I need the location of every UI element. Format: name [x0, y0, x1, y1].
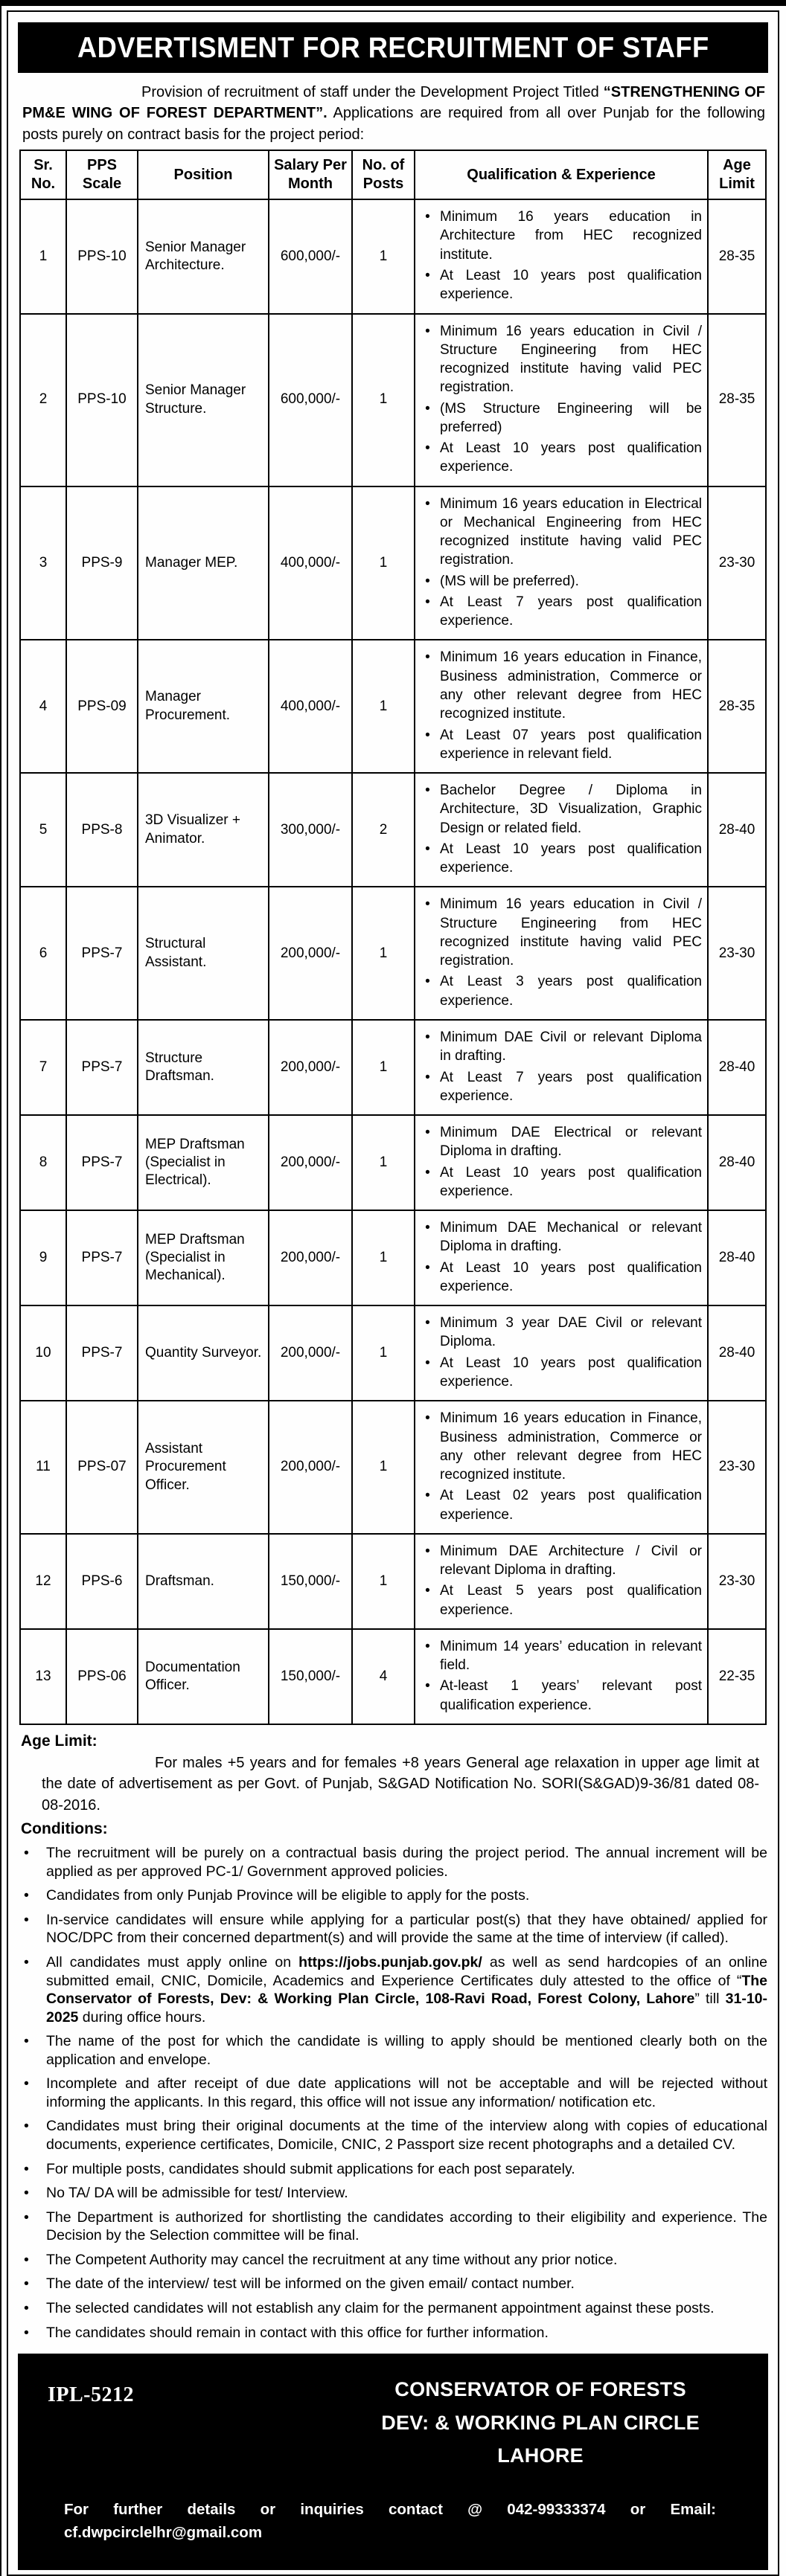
org-line-1: CONSERVATOR OF FORESTS [394, 2378, 686, 2401]
qualification-item [423, 972, 702, 1010]
condition-text: The name of the post for which the candidate is willing to apply should be mentioned clearly both on the application and envelope. [46, 2033, 767, 2068]
table-row [20, 314, 766, 486]
cell-pps-scale: PPS-07 [66, 1401, 138, 1534]
cell-salary: 200,000/- [269, 1401, 352, 1534]
cell-position: MEP Draftsman (Specialist in Mechanical). [138, 1210, 269, 1305]
qualification-text: At Least 10 years post qualification experience. [440, 1164, 702, 1199]
cell-age-limit: 28-40 [708, 1020, 766, 1115]
cell-no-of-posts: 1 [352, 1305, 415, 1401]
cell-pps-scale: PPS-7 [66, 887, 138, 1020]
qualification-text: Minimum 14 years’ education in relevant field. [440, 1638, 702, 1674]
condition-text: The candidates should remain in contact with this office for further information. [46, 2324, 549, 2341]
bullet-marker: • [24, 2033, 29, 2050]
cell-salary: 300,000/- [269, 773, 352, 887]
table-row [20, 486, 766, 640]
cell-sr-no: 3 [20, 486, 66, 640]
condition-item [24, 2324, 767, 2342]
cell-sr-no: 10 [20, 1305, 66, 1401]
bullet-marker: • [425, 1315, 430, 1332]
bullet-marker: • [425, 1220, 430, 1236]
bullet-marker: • [24, 2075, 29, 2092]
qualification-text: Minimum 16 years education in Architecture from HEC recognized institute. [440, 209, 702, 263]
qualification-item [423, 1581, 702, 1619]
cell-age-limit: 28-40 [708, 1210, 766, 1305]
col-header-pps-scale: PPS Scale [66, 150, 138, 199]
bullet-marker: • [425, 1543, 430, 1559]
col-header-qualification: Qualification & Experience [415, 150, 708, 199]
organization-block [381, 2373, 700, 2473]
contact-line [64, 2498, 716, 2546]
qualification-item [423, 895, 702, 970]
bullet-marker: • [24, 2185, 29, 2202]
bullet-marker: • [24, 2118, 29, 2135]
cell-sr-no: 2 [20, 314, 66, 486]
qualification-item [423, 648, 702, 723]
condition-item [24, 2184, 767, 2203]
cell-sr-no: 6 [20, 887, 66, 1020]
page-title: ADVERTISMENT FOR RECRUITMENT OF STAFF [77, 32, 709, 64]
table-row [20, 1020, 766, 1115]
bullet-marker: • [24, 2251, 29, 2268]
cell-pps-scale: PPS-9 [66, 486, 138, 640]
col-header-age-limit: Age Limit [708, 150, 766, 199]
bullet-marker: • [425, 841, 430, 857]
cell-sr-no: 11 [20, 1401, 66, 1534]
cell-position: Quantity Surveyor. [138, 1305, 269, 1401]
cell-qualification [415, 1534, 708, 1629]
qualification-text: Minimum 16 years education in Civil / Structure Engineering from HEC recognized institute having valid PEC registration. [440, 323, 702, 396]
qualification-text: At Least 3 years post qualification experience. [440, 974, 702, 1009]
qualification-text: Bachelor Degree / Diploma in Architecture, 3D Visualization, Graphic Design or related field. [440, 783, 702, 836]
cell-qualification [415, 486, 708, 640]
bullet-marker: • [425, 495, 430, 512]
qualification-item [423, 1486, 702, 1524]
condition-item [24, 1953, 767, 2026]
cell-no-of-posts: 1 [352, 1401, 415, 1534]
bullet-marker: • [425, 974, 430, 990]
qualification-text: At Least 5 years post qualification experience. [440, 1583, 702, 1618]
cell-sr-no: 5 [20, 773, 66, 887]
bullet-marker: • [425, 783, 430, 799]
conditions-list [16, 1844, 770, 2342]
qualification-item [423, 208, 702, 264]
table-row [20, 1115, 766, 1210]
cell-salary: 200,000/- [269, 887, 352, 1020]
cell-position: Documentation Officer. [138, 1629, 269, 1724]
conditions-heading: Conditions: [21, 1820, 108, 1838]
cell-sr-no: 12 [20, 1534, 66, 1629]
qualification-item [423, 322, 702, 397]
qualification-item [423, 1677, 702, 1715]
cell-age-limit: 28-35 [708, 640, 766, 773]
bullet-marker: • [24, 1845, 29, 1862]
qualification-text: At Least 10 years post qualification experience. [440, 1355, 702, 1390]
cell-salary: 400,000/- [269, 486, 352, 640]
cell-pps-scale: PPS-7 [66, 1210, 138, 1305]
condition-item [24, 1844, 767, 1880]
condition-item [24, 2032, 767, 2069]
bullet-marker: • [425, 1410, 430, 1427]
bullet-marker: • [425, 1259, 430, 1276]
cell-no-of-posts: 1 [352, 486, 415, 640]
qualification-item [423, 1259, 702, 1297]
cell-no-of-posts: 1 [352, 1210, 415, 1305]
col-header-position: Position [138, 150, 269, 199]
bullet-marker: • [425, 573, 430, 589]
bullet-marker: • [425, 1583, 430, 1599]
qualification-text: At Least 10 years post qualification experience. [440, 841, 702, 876]
cell-position: Manager MEP. [138, 486, 269, 640]
condition-text: For multiple posts, candidates should submit applications for each post separately. [46, 2160, 575, 2177]
cell-no-of-posts: 2 [352, 773, 415, 887]
cell-sr-no: 4 [20, 640, 66, 773]
table-row [20, 1534, 766, 1629]
condition-item [24, 2275, 767, 2293]
cell-sr-no: 7 [20, 1020, 66, 1115]
qualification-text: At-least 1 years’ relevant post qualification experience. [440, 1678, 702, 1713]
table-body [20, 199, 766, 1724]
cell-salary: 200,000/- [269, 1305, 352, 1401]
qualification-text: At Least 7 years post qualification experience. [440, 1069, 702, 1104]
qualification-item [423, 1637, 702, 1675]
cell-age-limit: 28-40 [708, 1115, 766, 1210]
bullet-marker: • [425, 440, 430, 457]
cell-pps-scale: PPS-7 [66, 1115, 138, 1210]
qualification-text: Minimum DAE Mechanical or relevant Diploma in drafting. [440, 1220, 702, 1255]
bullet-marker: • [425, 1125, 430, 1141]
positions-table [19, 150, 767, 1725]
page-frame [7, 10, 779, 2576]
condition-text: The Competent Authority may cancel the recruitment at any time without any prior notice. [46, 2251, 618, 2268]
cell-pps-scale: PPS-7 [66, 1305, 138, 1401]
condition-item [24, 1911, 767, 1947]
condition-text: The recruitment will be purely on a contractual basis during the project period. The annual increment will be applied as per approved PC-1/ Government approved policies. [46, 1845, 767, 1880]
cell-qualification [415, 887, 708, 1020]
cell-age-limit: 28-35 [708, 199, 766, 313]
qualification-item [423, 840, 702, 878]
bullet-marker: • [425, 727, 430, 743]
bullet-marker: • [24, 2209, 29, 2226]
cell-age-limit: 22-35 [708, 1629, 766, 1724]
title-bar [18, 22, 768, 73]
table-row [20, 1210, 766, 1305]
cell-age-limit: 28-35 [708, 314, 766, 486]
table-header [20, 150, 766, 199]
condition-item [24, 2117, 767, 2153]
qualification-item [423, 1218, 702, 1256]
cell-position: Draftsman. [138, 1534, 269, 1629]
table-row [20, 887, 766, 1020]
bullet-marker: • [425, 896, 430, 913]
cell-qualification [415, 1210, 708, 1305]
cell-age-limit: 23-30 [708, 1401, 766, 1534]
cell-qualification [415, 1115, 708, 1210]
col-header-no-of-posts: No. of Posts [352, 150, 415, 199]
condition-text: In-service candidates will ensure while applying for a particular post(s) that they have obtained/ applied for NOC/DPC from their concerned department(s) and will provide the same at the time of interview (if called). [46, 1911, 767, 1947]
cell-pps-scale: PPS-8 [66, 773, 138, 887]
bullet-marker: • [425, 267, 430, 283]
bullet-marker: • [425, 1488, 430, 1504]
qualification-text: At Least 02 years post qualification experience. [440, 1488, 702, 1523]
qualification-text: At Least 10 years post qualification experience. [440, 440, 702, 475]
ipl-number: IPL-5212 [48, 2383, 134, 2407]
cell-qualification [415, 640, 708, 773]
intro-paragraph: Provision of recruitment of staff under the Development Project Titled “STRENGTHENING OF PM&E WING OF FOREST DEPARTMENT”. Applications are required from all over Punjab for the following posts purely on contract basis for the project period: [22, 84, 766, 143]
org-line-2: DEV: & WORKING PLAN CIRCLE [381, 2411, 700, 2434]
cell-qualification [415, 1020, 708, 1115]
qualification-item [423, 1028, 702, 1066]
cell-sr-no: 8 [20, 1115, 66, 1210]
cell-pps-scale: PPS-6 [66, 1534, 138, 1629]
cell-no-of-posts: 1 [352, 1020, 415, 1115]
condition-item [24, 2075, 767, 2111]
cell-position: Structure Draftsman. [138, 1020, 269, 1115]
qualification-text: (MS will be preferred). [440, 573, 579, 589]
qualification-text: Minimum DAE Civil or relevant Diploma in drafting. [440, 1030, 702, 1064]
cell-pps-scale: PPS-06 [66, 1629, 138, 1724]
condition-item [24, 1886, 767, 1905]
qualification-item [423, 1354, 702, 1392]
cell-position: Senior Manager Architecture. [138, 199, 269, 313]
bullet-marker: • [425, 209, 430, 225]
qualification-item [423, 266, 702, 304]
cell-pps-scale: PPS-10 [66, 199, 138, 313]
qualification-item [423, 1409, 702, 1484]
bullet-marker: • [24, 2160, 29, 2177]
qualification-text: Minimum 16 years education in Finance, Business administration, Commerce or any other relevant degree from HEC recognized institute. [440, 1410, 702, 1483]
table-row [20, 199, 766, 313]
bullet-marker: • [425, 323, 430, 339]
cell-salary: 600,000/- [269, 199, 352, 313]
condition-item [24, 2251, 767, 2270]
qualification-item [423, 572, 702, 591]
condition-text: The Department is authorized for shortlisting the candidates according to their eligibility and experience. The Decision by the Selection committee will be final. [46, 2209, 767, 2244]
table-row [20, 640, 766, 773]
cell-qualification [415, 314, 708, 486]
cell-position: Structural Assistant. [138, 887, 269, 1020]
org-line-3: LAHORE [497, 2444, 584, 2467]
condition-text: No TA/ DA will be admissible for test/ Interview. [46, 2185, 348, 2202]
condition-text: The date of the interview/ test will be informed on the given email/ contact number. [46, 2275, 575, 2293]
qualification-text: At Least 10 years post qualification experience. [440, 267, 702, 303]
bullet-marker: • [425, 594, 430, 610]
condition-text: The selected candidates will not establish any claim for the permanent appointment against these posts. [46, 2299, 715, 2316]
qualification-text: At Least 07 years post qualification experience in relevant field. [440, 727, 702, 762]
bullet-marker: • [425, 649, 430, 666]
qualification-item [423, 495, 702, 570]
age-limit-heading: Age Limit: [21, 1732, 98, 1750]
cell-age-limit: 23-30 [708, 486, 766, 640]
bullet-marker: • [24, 2324, 29, 2341]
qualification-item [423, 439, 702, 477]
cell-qualification [415, 1629, 708, 1724]
bullet-marker: • [24, 2275, 29, 2293]
condition-item [24, 2160, 767, 2179]
contact-text: For further details or inquiries contact @ 042-99333374 or Email: [64, 2500, 716, 2518]
qualification-item [423, 726, 702, 764]
qualification-text: Minimum 16 years education in Electrical or Mechanical Engineering from HEC recognized institute having valid PEC registration. [440, 495, 702, 568]
cell-salary: 200,000/- [269, 1210, 352, 1305]
cell-age-limit: 23-30 [708, 887, 766, 1020]
cell-no-of-posts: 1 [352, 1115, 415, 1210]
cell-position: Manager Procurement. [138, 640, 269, 773]
cell-salary: 400,000/- [269, 640, 352, 773]
col-header-sr-no: Sr. No. [20, 150, 66, 199]
qualification-item [423, 399, 702, 437]
cell-position: MEP Draftsman (Specialist in Electrical). [138, 1115, 269, 1210]
cell-sr-no: 1 [20, 199, 66, 313]
condition-item [24, 2299, 767, 2318]
condition-text: All candidates must apply online on https://jobs.punjab.gov.pk/ as well as send hardcopies of an online submitted email, CNIC, Domicile, Academics and Experience Certificates duly attested to the office of “The Conservator of Forests, Dev: & Working Plan Circle, 108-Ravi Road, Forest Colony, Lahore” till 31-10-2025 during office hours. [46, 1953, 768, 2026]
bullet-marker: • [425, 1638, 430, 1654]
bullet-marker: • [24, 1887, 29, 1904]
table-row [20, 773, 766, 887]
cell-no-of-posts: 1 [352, 1534, 415, 1629]
bullet-marker: • [425, 1069, 430, 1085]
cell-salary: 150,000/- [269, 1629, 352, 1724]
cell-pps-scale: PPS-10 [66, 314, 138, 486]
cell-position: Assistant Procurement Officer. [138, 1401, 269, 1534]
footer-banner [18, 2354, 768, 2570]
col-header-salary: Salary Per Month [269, 150, 352, 199]
bullet-marker: • [425, 1355, 430, 1371]
cell-no-of-posts: 1 [352, 199, 415, 313]
cell-no-of-posts: 1 [352, 314, 415, 486]
qualification-item [423, 1314, 702, 1352]
cell-no-of-posts: 4 [352, 1629, 415, 1724]
cell-age-limit: 28-40 [708, 1305, 766, 1401]
contact-email: cf.dwpcirclelhr@gmail.com [64, 2524, 263, 2542]
cell-qualification [415, 1305, 708, 1401]
qualification-text: Minimum DAE Architecture / Civil or relevant Diploma in drafting. [440, 1543, 702, 1578]
cell-sr-no: 13 [20, 1629, 66, 1724]
bullet-marker: • [24, 1953, 29, 1970]
qualification-item [423, 1068, 702, 1106]
cell-pps-scale: PPS-7 [66, 1020, 138, 1115]
table-header-row [20, 150, 766, 199]
bullet-marker: • [24, 2299, 29, 2316]
qualification-text: At Least 10 years post qualification experience. [440, 1259, 702, 1294]
cell-salary: 150,000/- [269, 1534, 352, 1629]
qualification-item [423, 1542, 702, 1580]
qualification-item [423, 593, 702, 631]
cell-age-limit: 28-40 [708, 773, 766, 887]
qualification-text: Minimum DAE Electrical or relevant Diploma in drafting. [440, 1125, 702, 1160]
bullet-marker: • [24, 1911, 29, 1928]
cell-qualification [415, 773, 708, 887]
bullet-marker: • [425, 1678, 430, 1695]
cell-salary: 600,000/- [269, 314, 352, 486]
condition-item [24, 2209, 767, 2245]
cell-age-limit: 23-30 [708, 1534, 766, 1629]
qualification-item [423, 1163, 702, 1201]
condition-text: Candidates must bring their original documents at the time of the interview along with copies of educational documents, experience certificates, Domicile, CNIC, 2 Passport size recent photographs and a detailed CV. [46, 2118, 767, 2153]
bullet-marker: • [425, 1164, 430, 1181]
condition-text: Incomplete and after receipt of due date applications will not be acceptable and will be rejected without informing the applicants. In this regard, this office will not issue any information/ notification etc. [46, 2075, 767, 2110]
condition-text: Candidates from only Punjab Province will be eligible to apply for the posts. [46, 1887, 530, 1904]
qualification-text: Minimum 3 year DAE Civil or relevant Diploma. [440, 1315, 702, 1350]
qualification-text: Minimum 16 years education in Civil / Structure Engineering from HEC recognized institute having valid PEC registration. [440, 896, 702, 969]
qualification-text: (MS Structure Engineering will be preferred) [440, 400, 702, 435]
qualification-item [423, 781, 702, 838]
cell-position: 3D Visualizer + Animator. [138, 773, 269, 887]
cell-sr-no: 9 [20, 1210, 66, 1305]
bullet-marker: • [425, 400, 430, 417]
age-limit-text: For males +5 years and for females +8 years General age relaxation in upper age limit at the date of advertisement as per Govt. of Punjab, S&GAD Notification No. SORI(S&GAD)9-36/81 dated 08-08-2016. [42, 1754, 759, 1814]
bullet-marker: • [425, 1030, 430, 1045]
qualification-text: At Least 7 years post qualification experience. [440, 594, 702, 629]
table-row [20, 1305, 766, 1401]
cell-pps-scale: PPS-09 [66, 640, 138, 773]
cell-no-of-posts: 1 [352, 887, 415, 1020]
cell-salary: 200,000/- [269, 1020, 352, 1115]
cell-salary: 200,000/- [269, 1115, 352, 1210]
qualification-item [423, 1123, 702, 1161]
top-border-rule [1, 0, 786, 6]
table-row [20, 1401, 766, 1534]
qualification-text: Minimum 16 years education in Finance, Business administration, Commerce or any other relevant degree from HEC recognized institute. [440, 649, 702, 722]
footer-top-row [37, 2373, 749, 2473]
cell-qualification [415, 199, 708, 313]
cell-position: Senior Manager Structure. [138, 314, 269, 486]
table-row [20, 1629, 766, 1724]
cell-no-of-posts: 1 [352, 640, 415, 773]
cell-qualification [415, 1401, 708, 1534]
